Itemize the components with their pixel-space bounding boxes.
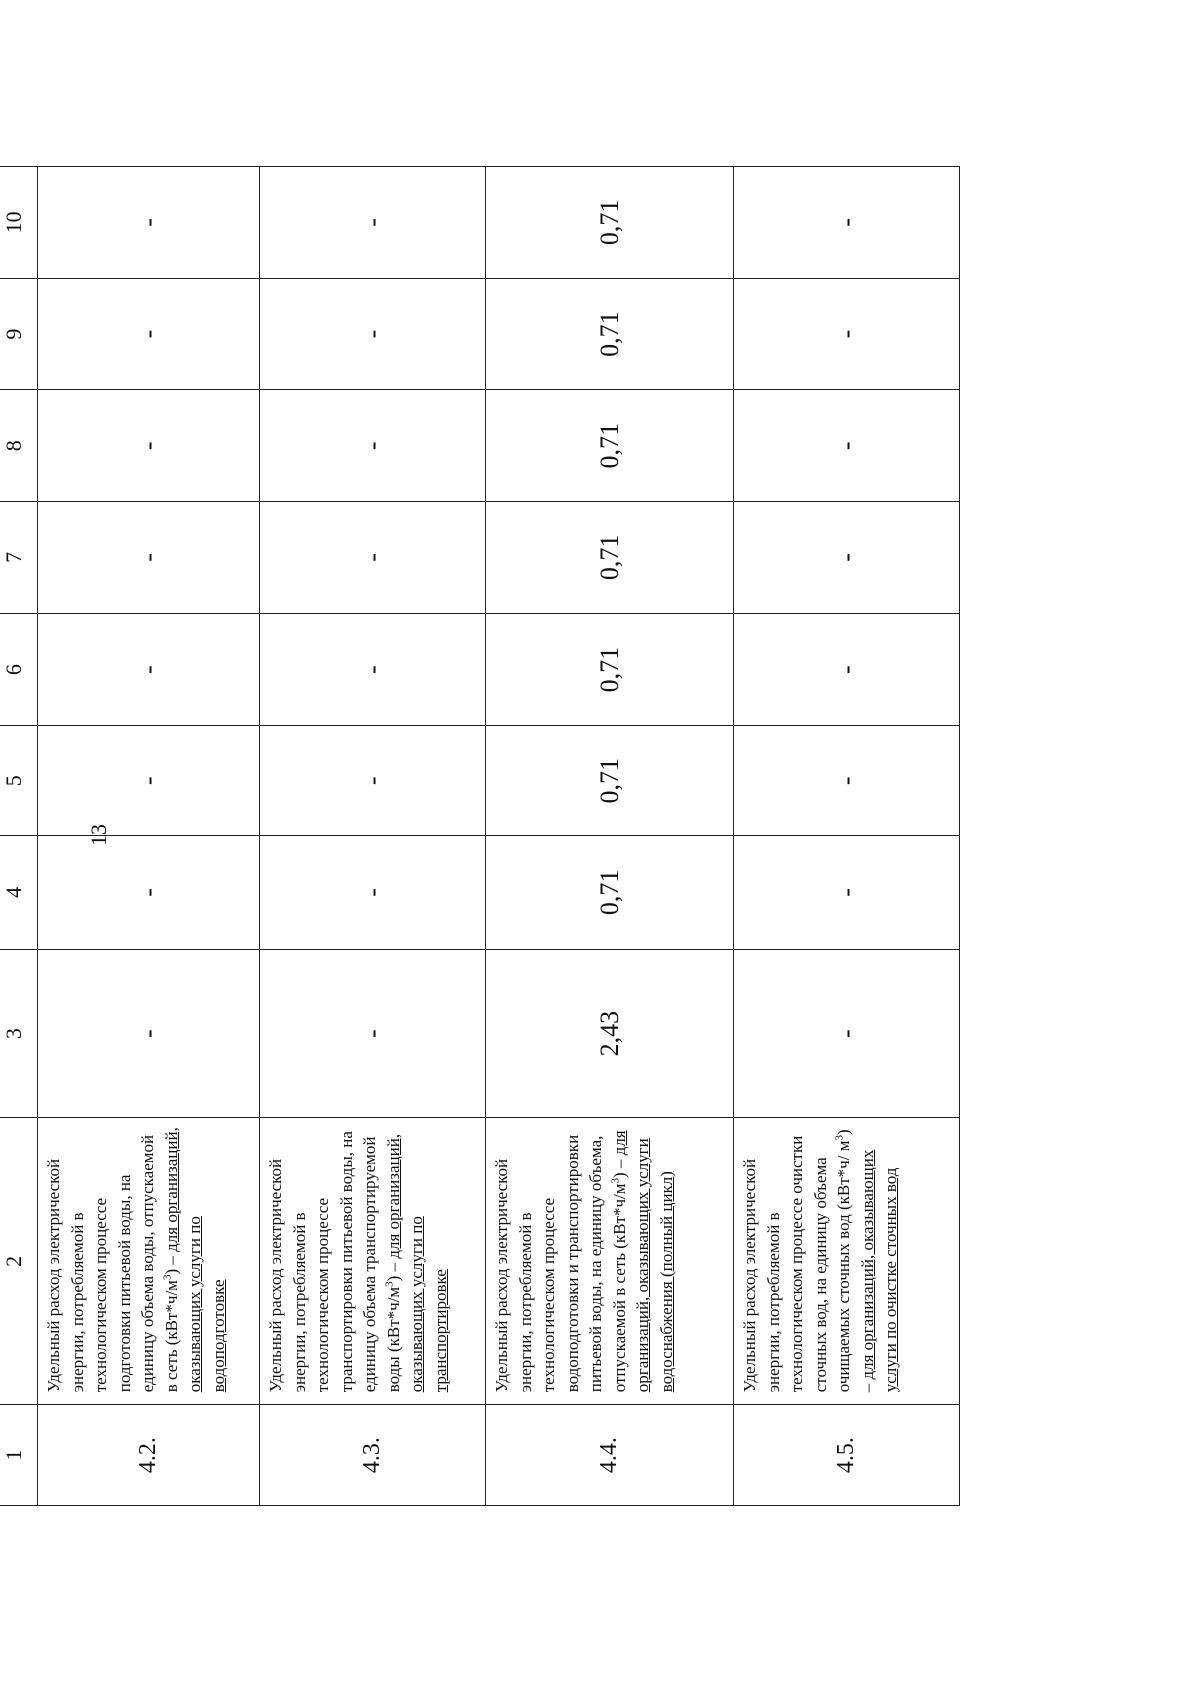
value-cell: - bbox=[260, 390, 486, 502]
value-cell: 0,71 bbox=[486, 167, 734, 279]
description-text: ) – bbox=[383, 1258, 403, 1282]
description-text: Удельный расход электрической энергии, потребляемой в технологическом процессе водоподготовки и транспортировки питьевой воды, на единицу объема, отпускаемой в сеть (кВт*ч/м bbox=[492, 1134, 629, 1393]
value-cell: - bbox=[734, 726, 960, 835]
description-text: Удельный расход электрической энергии, потребляемой в технологическом процессе подготовки питьевой воды, на единицу объема воды, отпускаемой в сеть (кВт*ч/м bbox=[44, 1134, 181, 1393]
description-text: Удельный расход электрической энергии, потребляемой в технологическом процессе очистки сточных вод, на единицу объема очищаемых сточных вод (кВт*ч/ м bbox=[740, 1135, 853, 1393]
column-header: 5 bbox=[0, 726, 38, 835]
value-cell: - bbox=[734, 390, 960, 502]
description-underlined: для организаций, оказывающих услуги по очистке сточных вод bbox=[857, 1149, 900, 1393]
table-header-row bbox=[0, 167, 38, 1506]
value-cell: - bbox=[734, 167, 960, 279]
value-cell: - bbox=[734, 278, 960, 390]
column-header: 2 bbox=[0, 1118, 38, 1405]
column-header: 9 bbox=[0, 278, 38, 390]
table-row bbox=[486, 167, 734, 1506]
value-cell: - bbox=[38, 613, 260, 726]
value-cell: 0,71 bbox=[486, 726, 734, 835]
column-header: 7 bbox=[0, 502, 38, 614]
column-header: 10 bbox=[0, 167, 38, 279]
table-row bbox=[734, 167, 960, 1506]
description-text: ) – bbox=[161, 1251, 181, 1275]
description-underlined: для организаций, оказывающих услуги водоснабжения (полный цикл) bbox=[609, 1130, 676, 1393]
value-cell: - bbox=[734, 949, 960, 1118]
rotated-table-wrapper bbox=[0, 166, 958, 1506]
value-cell: - bbox=[260, 167, 486, 279]
description-underlined: для организаций, оказывающих услуги по транспортировке bbox=[383, 1133, 450, 1393]
value-cell: - bbox=[260, 502, 486, 614]
value-cell: - bbox=[38, 167, 260, 279]
description-text: Удельный расход электрической энергии, потребляемой в технологическом процессе транспортировки питьевой воды, на единицу объема транспортируемой воды (кВт*ч/м bbox=[266, 1131, 403, 1393]
superscript: 3 bbox=[382, 1281, 395, 1287]
superscript: 3 bbox=[160, 1274, 173, 1281]
row-description bbox=[38, 1118, 260, 1405]
superscript: 3 bbox=[608, 1178, 621, 1184]
row-description bbox=[734, 1118, 960, 1405]
value-cell: 0,71 bbox=[486, 390, 734, 502]
description-underlined: для организаций, оказывающих услуги по водоподготовке bbox=[161, 1127, 228, 1393]
value-cell: - bbox=[38, 949, 260, 1118]
column-header: 1 bbox=[0, 1405, 38, 1506]
value-cell: - bbox=[38, 278, 260, 390]
value-cell: 2,43 bbox=[486, 949, 734, 1118]
value-cell: - bbox=[260, 949, 486, 1118]
description-text: ) – bbox=[834, 1129, 877, 1393]
description-text: ) – bbox=[609, 1155, 629, 1178]
value-cell: - bbox=[734, 502, 960, 614]
column-header: 6 bbox=[0, 613, 38, 726]
row-number: 4.2. bbox=[38, 1405, 260, 1506]
row-description bbox=[260, 1118, 486, 1405]
superscript: 3 bbox=[833, 1135, 846, 1141]
indicators-table bbox=[0, 166, 960, 1506]
value-cell: - bbox=[260, 613, 486, 726]
value-cell: - bbox=[734, 613, 960, 726]
row-description bbox=[486, 1118, 734, 1405]
table-row bbox=[38, 167, 260, 1506]
value-cell: - bbox=[38, 390, 260, 502]
column-header: 3 bbox=[0, 949, 38, 1118]
page-number: 13 bbox=[86, 824, 111, 846]
value-cell: - bbox=[260, 726, 486, 835]
value-cell: - bbox=[38, 835, 260, 949]
value-cell: - bbox=[38, 726, 260, 835]
value-cell: - bbox=[260, 278, 486, 390]
column-header: 8 bbox=[0, 390, 38, 502]
row-number: 4.4. bbox=[486, 1405, 734, 1506]
value-cell: 0,71 bbox=[486, 613, 734, 726]
value-cell: 0,71 bbox=[486, 502, 734, 614]
column-header: 4 bbox=[0, 835, 38, 949]
table-row bbox=[260, 167, 486, 1506]
row-number: 4.5. bbox=[734, 1405, 960, 1506]
value-cell: 0,71 bbox=[486, 835, 734, 949]
value-cell: - bbox=[734, 835, 960, 949]
row-number: 4.3. bbox=[260, 1405, 486, 1506]
value-cell: - bbox=[260, 835, 486, 949]
value-cell: - bbox=[38, 502, 260, 614]
value-cell: 0,71 bbox=[486, 278, 734, 390]
